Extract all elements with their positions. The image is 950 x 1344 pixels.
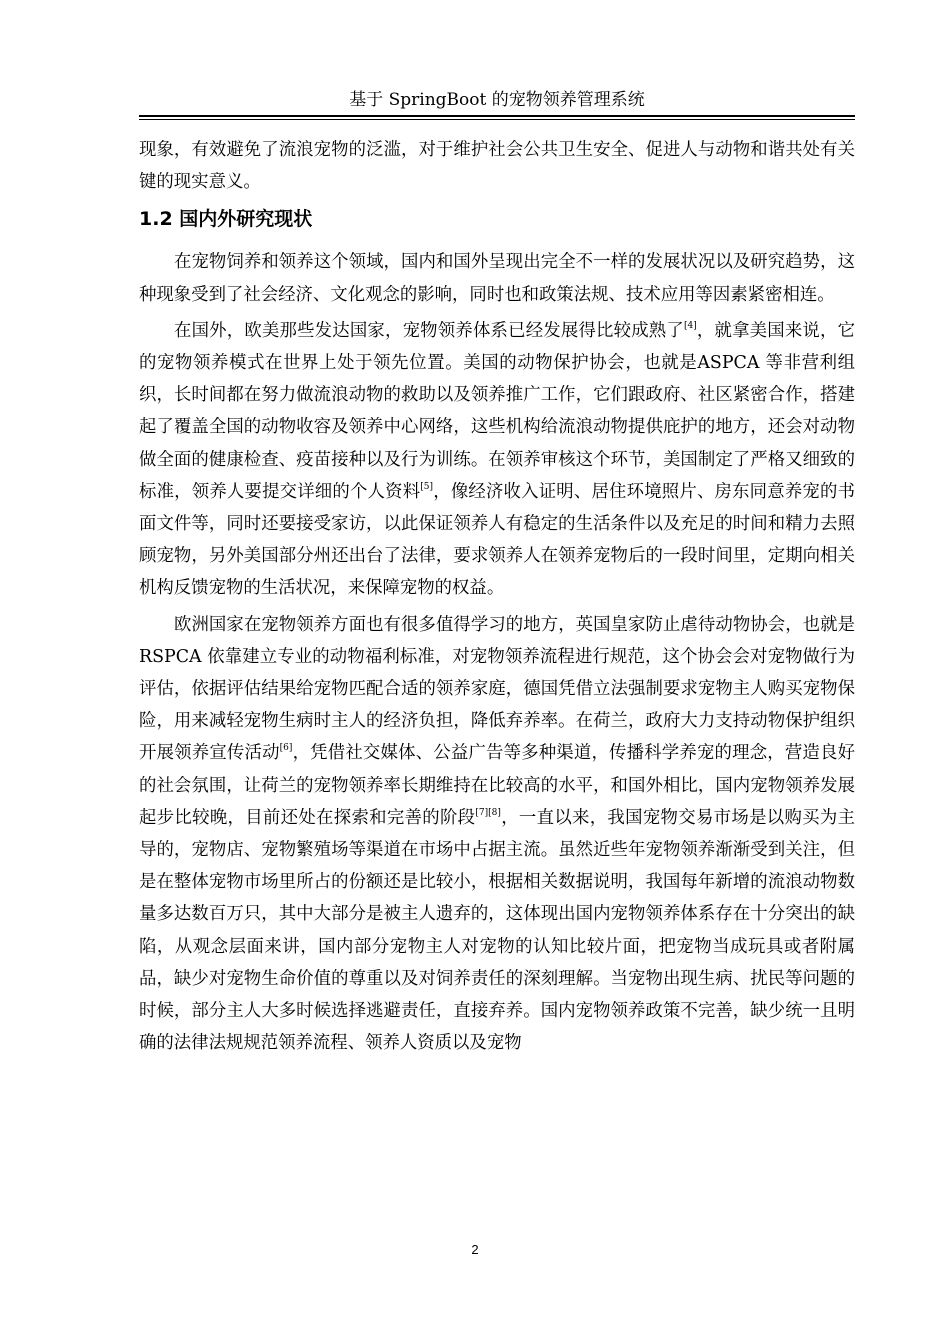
header-rule-thick: [139, 115, 855, 117]
running-header: 基于 SpringBoot 的宠物领养管理系统: [349, 90, 645, 110]
paragraph-text: ，凭借社交媒体、公益广告等多种渠道，传播科学养宠的理念，营造良好的社会氛围，让荷兰的宠物领养率长期维持在比较高的水平，和国外相比，国内宠物领养发展起步比较晚，目前还处在探索和完善的阶段: [139, 743, 855, 828]
header-rule-thin: [139, 119, 855, 120]
section-heading: 1.2 国内外研究现状: [139, 208, 313, 231]
paragraph-europe: [139, 609, 855, 1060]
paragraph-text: ，一直以来，我国宠物交易市场是以购买为主导的，宠物店、宠物繁殖场等渠道在市场中占据主流。虽然近些年宠物领养渐渐受到关注，但是在整体宠物市场里所占的份额还是比较小，根据相关数据说明，我国每年新增的流浪动物数量多达数百万只，其中大部分是被主人遗弃的，这体现出国内宠物领养体系存在十分突出的缺陷，从观念层面来讲，国内部分宠物主人对宠物的认知比较片面，把宠物当成玩具或者附属品，缺少对宠物生命价值的尊重以及对饲养责任的深刻理解。当宠物出现生病、扰民等问题的时候，部分主人大多时候选择逃避责任，直接弃养。国内宠物领养政策不完善，缺少统一且明确的法律法规规范领养流程、领养人资质以及宠物: [139, 807, 855, 1054]
citation: [6]: [279, 743, 293, 754]
paragraph-text: 欧洲国家在宠物领养方面也有很多值得学习的地方，英国皇家防止虐待动物协会，也就是 RSPCA 依靠建立专业的动物福利标准，对宠物领养流程进行规范，这个协会会对宠物做行为评估，依据评估结果给宠物匹配合适的领养家庭，德国凭借立法强制要求宠物主人购买宠物保险，用来减轻宠物生病时主人的经济负担，降低弃养率。在荷兰，政府大力支持动物保护组织开展领养宣传活动: [139, 614, 855, 764]
page-number: 2: [471, 1242, 479, 1257]
citation: [5]: [420, 481, 434, 492]
paragraph-intro: 在宠物饲养和领养这个领域，国内和国外呈现出完全不一样的发展状况以及研究趋势，这种现象受到了社会经济、文化观念的影响，同时也和政策法规、技术应用等因素紧密相连。: [139, 252, 855, 305]
paragraph-continued: 现象，有效避免了流浪宠物的泛滥，对于维护社会公共卫生安全、促进人与动物和谐共处有关键的现实意义。: [139, 140, 855, 193]
body-text: [139, 134, 855, 1059]
paragraph-text: ，就拿美国来说，它的宠物领养模式在世界上处于领先位置。美国的动物保护协会，也就是ASPCA 等非营利组织，长时间都在努力做流浪动物的救助以及领养推广工作，它们跟政府、社区紧密合作，搭建起了覆盖全国的动物收容及领养中心网络，这些机构给流浪动物提供庇护的地方，还会对动物做全面的健康检查、疫苗接种以及行为训练。在领养审核这个环节，美国制定了严格又细致的标准，领养人要提交详细的个人资料: [139, 320, 855, 502]
paragraph-abroad: [139, 315, 855, 605]
paragraph-text: ，像经济收入证明、居住环境照片、房东同意养宠的书面文件等，同时还要接受家访，以此保证领养人有稳定的生活条件以及充足的时间和精力去照顾宠物，另外美国部分州还出台了法律，要求领养人在领养宠物后的一段时间里，定期向相关机构反馈宠物的生活状况，来保障宠物的权益。: [139, 481, 855, 599]
paragraph-text: 在国外，欧美那些发达国家，宠物领养体系已经发展得比较成熟了: [174, 320, 684, 341]
citation: [7][8]: [475, 807, 501, 818]
citation: [4]: [683, 320, 697, 331]
